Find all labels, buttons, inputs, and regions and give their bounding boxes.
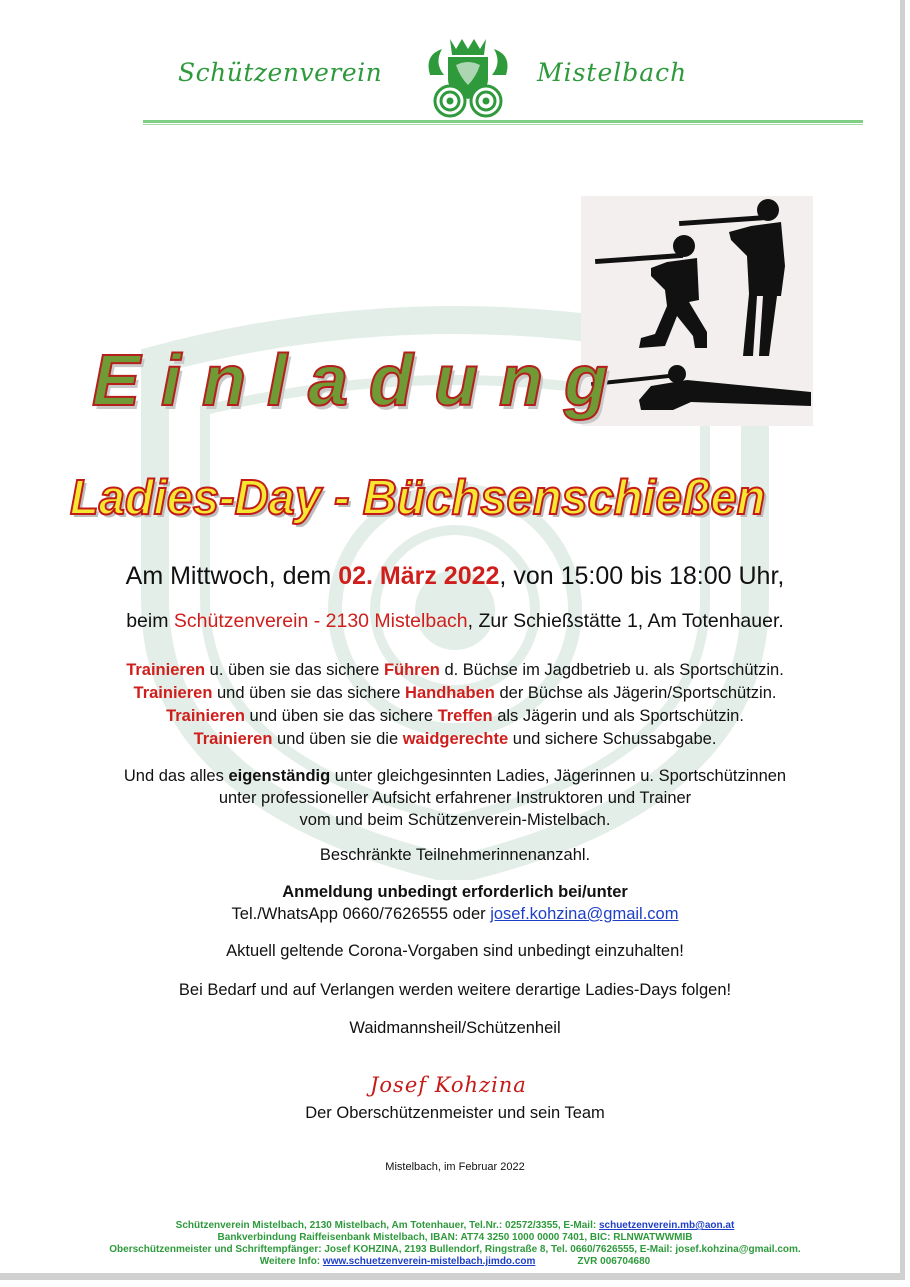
footer-info-label: Weitere Info: [259, 1256, 323, 1267]
training-keyword: waidgerechte [402, 730, 509, 748]
description-text: Und das alles [123, 767, 229, 785]
event-title: Ladies-Day - Büchsenschießen [70, 471, 766, 525]
limited-participants-note: Beschränkte Teilnehmerinnenanzahl. [319, 846, 591, 864]
event-date-line [30, 562, 880, 591]
footer-bank-line: Bankverbindung Raiffeisenbank Mistelbach, IBAN: AT74 3250 1000 0000 7401, BIC: RLNWATWWMIB [217, 1232, 693, 1243]
venue-club: Schützenverein - 2130 Mistelbach [173, 610, 468, 632]
place-and-date: Mistelbach, im Februar 2022 [385, 1161, 525, 1173]
description-emphasis: eigenständig [228, 767, 331, 785]
event-time: , von 15:00 bis 18:00 Uhr, [499, 562, 785, 590]
invitation-title: Einladung [92, 341, 629, 421]
training-text: und üben sie die [272, 730, 403, 748]
club-crest-icon [420, 35, 516, 121]
registration-email-link[interactable]: josef.kohzina@gmail.com [490, 905, 679, 923]
description-line-2: unter professioneller Aufsicht erfahrener Instruktoren und Trainer [218, 789, 692, 807]
training-text: und üben sie das sichere [244, 707, 438, 725]
training-keyword: Handhaben [405, 684, 495, 702]
footer-info-line [20, 1256, 890, 1269]
header-divider-thin [143, 124, 863, 125]
training-keyword: Treffen [437, 707, 493, 725]
footer-club-email-link[interactable]: schuetzenverein.mb@aon.at [598, 1220, 735, 1231]
registration-contact [30, 905, 880, 924]
venue-prefix: beim [126, 610, 174, 632]
event-date: 02. März 2022 [338, 562, 500, 590]
training-text: u. üben sie das sichere [205, 661, 384, 679]
training-verb: Trainieren [193, 730, 273, 748]
training-keyword: Führen [383, 661, 440, 679]
corona-notice: Aktuell geltende Corona-Vorgaben sind unbedingt einzuhalten! [226, 942, 684, 960]
training-line-1 [30, 659, 880, 681]
footer-address: Schützenverein Mistelbach, 2130 Mistelbach, Am Totenhauer, Tel.Nr.: 02572/3355, E-Mail: [175, 1220, 599, 1231]
training-verb: Trainieren [133, 684, 213, 702]
training-line-3 [30, 705, 880, 727]
greeting: Waidmannsheil/Schützenheil [349, 1019, 561, 1037]
description-line-3: vom und beim Schützenverein-Mistelbach. [299, 811, 611, 829]
training-text: und sichere Schussabgabe. [508, 730, 717, 748]
footer-contact-line: Oberschützenmeister und Schriftempfänger: Josef KOHZINA, 2193 Bullendorf, Ringstraße 8, Tel. 0660/7626555, E-Mail: josef.kohzina@gmail.com. [109, 1244, 801, 1255]
footer-zvr-number: ZVR 006704680 [577, 1256, 651, 1267]
training-line-4 [30, 728, 880, 750]
header-divider [143, 120, 863, 123]
date-prefix: Am Mittwoch, dem [125, 562, 339, 590]
training-text: und üben sie das sichere [212, 684, 406, 702]
description-line-1 [30, 765, 880, 787]
more-events-note: Bei Bedarf und auf Verlangen werden weitere derartige Ladies-Days folgen! [178, 981, 732, 999]
event-venue-line [30, 610, 880, 633]
training-verb: Trainieren [166, 707, 245, 725]
signature: Josef Kohzina [370, 1073, 527, 1097]
description-text: unter gleichgesinnten Ladies, Jägerinnen u. Sportschützinnen [330, 767, 787, 785]
signature-title: Der Oberschützenmeister und sein Team [305, 1104, 605, 1122]
venue-address: , Zur Schießstätte 1, Am Totenhauer. [467, 610, 784, 632]
header-town-name: Mistelbach [537, 58, 688, 87]
training-line-2 [30, 682, 880, 704]
footer-website-link[interactable]: www.schuetzenverein-mistelbach.jimdo.com [322, 1256, 536, 1267]
training-verb: Trainieren [126, 661, 206, 679]
registration-heading: Anmeldung unbedingt erforderlich bei/unter [282, 883, 628, 901]
training-text: d. Büchse im Jagdbetrieb u. als Sportschützin. [439, 661, 784, 679]
registration-phone: Tel./WhatsApp 0660/7626555 oder [231, 905, 491, 923]
training-text: der Büchse als Jägerin/Sportschützin. [494, 684, 777, 702]
header-club-name: Schützenverein [178, 58, 383, 87]
footer-address-line [20, 1220, 890, 1233]
training-text: als Jägerin und als Sportschützin. [492, 707, 744, 725]
